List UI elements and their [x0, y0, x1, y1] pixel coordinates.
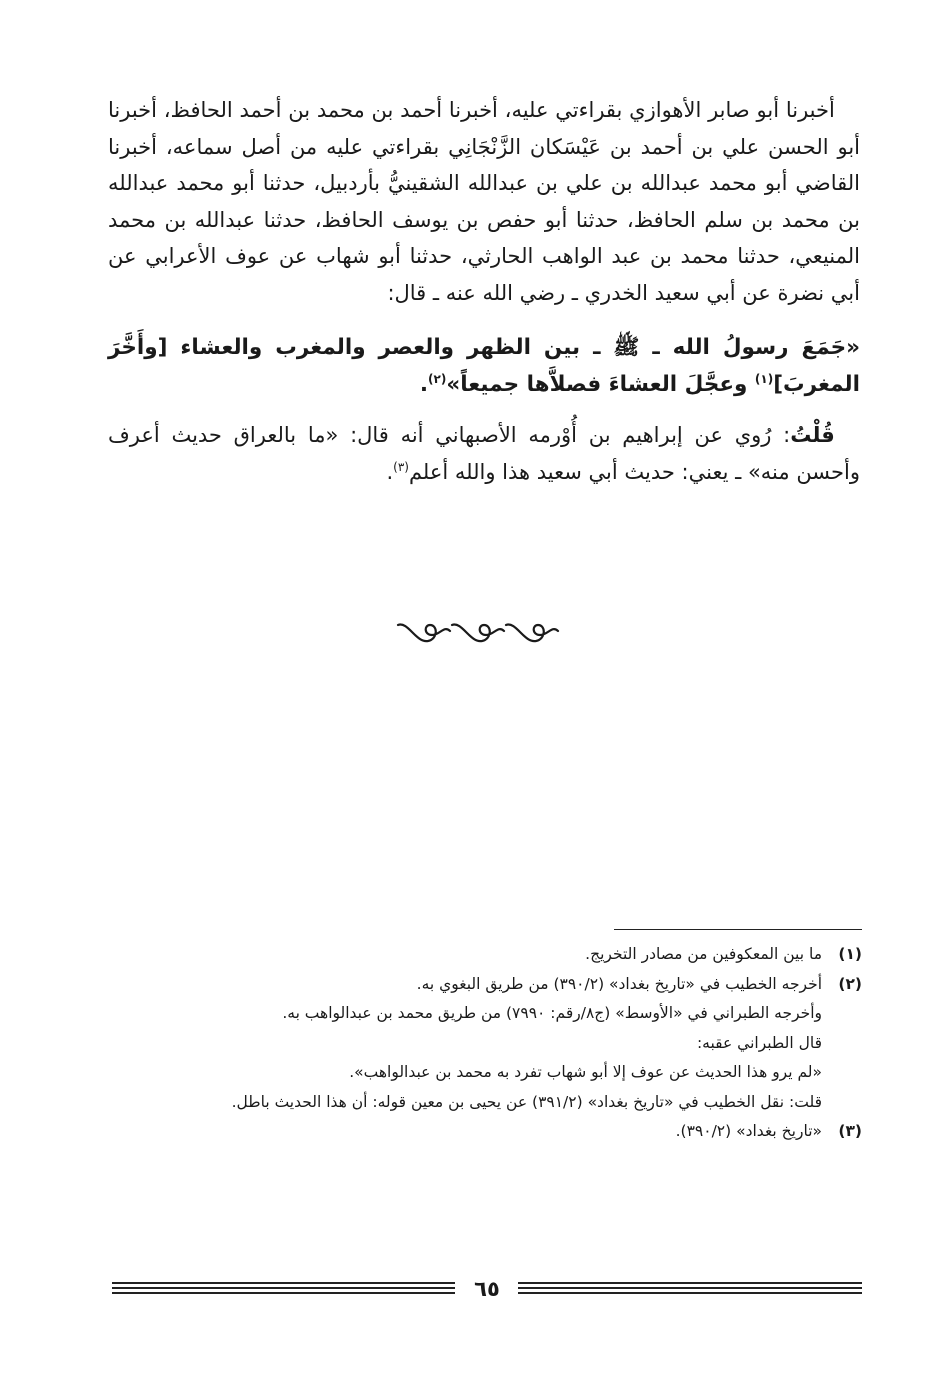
footnote-1 [112, 940, 862, 970]
footnote-number: (١) [838, 945, 862, 963]
footnote-line: ما بين المعكوفين من مصادر التخريج. [585, 945, 822, 963]
footnote-ref-2[interactable]: (٢) [428, 371, 447, 386]
footnote-line: «تاريخ بغداد» (٣٩٠/٢). [675, 1122, 822, 1140]
footnote-number: (٣) [838, 1122, 862, 1140]
isnad-paragraph: أخبرنا أبو صابر الأهوازي بقراءتي عليه، أخبرنا أحمد بن محمد بن أحمد الحافظ، أخبرنا أبو الحسن علي بن أحمد بن عَيْسَكان الزَّنْجَانِي بقراءتي عليه من أصل سماعه، أخبرنا القاضي أبو محمد عبدالله بن علي بن عبدالله الشقينيُّ بأردبيل، حدثنا أبو محمد عبدالله بن محمد بن سلم الحافظ، حدثنا أبو حفص بن يوسف الحافظ، حدثنا عبدالله بن محمد المنيعي، حدثنا محمد بن عبد الواهب الحارثي، حدثنا أبو شهاب عن عوف الأعرابي عن أبي نضرة عن أبي سعيد الخدري ـ رضي الله عنه ـ قال: [108, 98, 860, 305]
footnote-separator [614, 929, 862, 930]
hadith-part-2: وعجَّلَ العشاءَ فصلاَّها جميعاً» [446, 372, 755, 397]
ornament-unit [398, 625, 450, 642]
scroll-ornament-icon [394, 611, 562, 653]
footnote-line: «لم يرو هذا الحديث عن عوف إلا أبو شهاب تفرد به محمد بن عبدالواهب». [349, 1063, 822, 1081]
footer-rule-left [112, 1282, 455, 1292]
hadith-end: . [419, 372, 429, 397]
author-note [108, 417, 860, 490]
main-text [108, 92, 860, 490]
footnote-body [112, 940, 822, 970]
footnote-line: وأخرجه الطبراني في «الأوسط» (ج٨/رقم: ٧٩٩٠) من طريق محمد بن عبدالواهب به. [282, 1004, 822, 1022]
page-number: ٦٥ [474, 1277, 500, 1301]
footnotes [112, 940, 862, 1147]
footnote-ref-1[interactable]: (١) [754, 371, 774, 386]
footnote-line: قلت: نقل الخطيب في «تاريخ بغداد» (٣٩١/٢) عن يحيى بن معين قوله: أن هذا الحديث باطل. [231, 1092, 822, 1111]
footnote-2 [112, 970, 862, 1000]
author-note-lead: قُلْتُ [790, 423, 835, 447]
footnote-line: أخرجه الخطيب في «تاريخ بغداد» (٣٩٠/٢) من طريق البغوي به. [416, 974, 822, 993]
footnote-body [112, 970, 822, 1000]
footnote-line: قال الطبراني عقبه: [696, 1033, 822, 1052]
author-note-end: . [386, 459, 394, 484]
footnote-number: (٢) [838, 974, 862, 993]
footnote-3 [112, 1117, 862, 1147]
footnote-body [112, 1117, 822, 1147]
author-note-text: : رُوي عن إبراهيم بن أُوْرمه الأصبهاني أنه قال: «ما بالعراق حديث أعرف وأحسن منه» ـ يعني: حديث أبي سعيد هذا والله أعلم [108, 423, 860, 484]
ornament-unit [506, 625, 558, 642]
hadith-text [108, 329, 860, 403]
footer-rule-right [518, 1282, 862, 1292]
ornament-unit [452, 625, 504, 642]
footnote-ref-3[interactable]: (٣) [393, 459, 409, 474]
hadith-part-1: «جَمَعَ رسولُ الله ـ ﷺ ـ بين الظهر والعصر والمغرب والعشاء [وأَخَّرَ المغربَ] [108, 335, 860, 397]
